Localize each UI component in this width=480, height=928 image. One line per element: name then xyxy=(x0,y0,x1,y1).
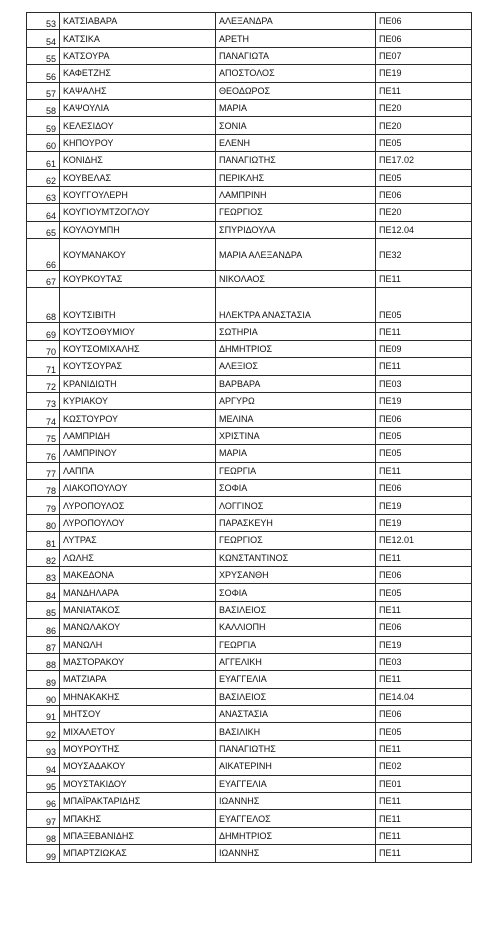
first-name-cell: ΑΛΕΞΙΟΣ xyxy=(216,358,376,375)
first-name-cell: ΜΕΛΙΝΑ xyxy=(216,410,376,427)
first-name-cell: ΑΡΓΥΡΩ xyxy=(216,393,376,410)
row-number-cell: 71 xyxy=(27,358,60,375)
surname-cell: ΚΑΤΣΟΥΡΑ xyxy=(60,47,216,64)
table-row xyxy=(27,410,472,427)
specialty-code-cell: ΠΕ17.02 xyxy=(376,152,472,169)
surname-cell: ΚΟΥΓΓΟΥΛΕΡΗ xyxy=(60,186,216,203)
row-number-cell: 97 xyxy=(27,810,60,827)
surname-cell: ΚΑΨΑΛΗΣ xyxy=(60,82,216,99)
row-number-cell: 76 xyxy=(27,445,60,462)
specialty-code-cell: ΠΕ11 xyxy=(376,549,472,566)
first-name-cell: ΠΑΝΑΓΙΩΤΗΣ xyxy=(216,740,376,757)
surname-cell: ΛΑΜΠΡΙΝΟΥ xyxy=(60,445,216,462)
specialty-code-cell: ΠΕ11 xyxy=(376,793,472,810)
first-name-cell: ΙΩΑΝΝΗΣ xyxy=(216,845,376,862)
row-number-cell: 57 xyxy=(27,82,60,99)
specialty-code-cell: ΠΕ11 xyxy=(376,358,472,375)
row-number-cell: 85 xyxy=(27,601,60,618)
row-number-cell: 79 xyxy=(27,497,60,514)
table-row xyxy=(27,393,472,410)
row-number-cell: 90 xyxy=(27,688,60,705)
surname-cell: ΜΠΑΡΤΖΙΩΚΑΣ xyxy=(60,845,216,862)
first-name-cell: ΠΑΝΑΓΙΩΤΗΣ xyxy=(216,152,376,169)
row-number-cell: 59 xyxy=(27,117,60,134)
surname-cell: ΜΠΑΪΡΑΚΤΑΡΙΔΗΣ xyxy=(60,793,216,810)
first-name-cell: ΔΗΜΗΤΡΙΟΣ xyxy=(216,827,376,844)
table-row xyxy=(27,186,472,203)
table-row xyxy=(27,65,472,82)
row-number-cell: 96 xyxy=(27,793,60,810)
first-name-cell: ΑΓΓΕΛΙΚΗ xyxy=(216,653,376,670)
surname-cell: ΜΑΝΩΛΗ xyxy=(60,636,216,653)
surname-cell: ΛΥΡΟΠΟΥΛΟΣ xyxy=(60,497,216,514)
surname-cell: ΛΙΑΚΟΠΟΥΛΟΥ xyxy=(60,479,216,496)
specialty-code-cell: ΠΕ20 xyxy=(376,99,472,116)
first-name-cell: ΝΙΚΟΛΑΟΣ xyxy=(216,271,376,288)
table-row xyxy=(27,688,472,705)
table-row xyxy=(27,706,472,723)
row-number-cell: 64 xyxy=(27,204,60,221)
first-name-cell: ΜΑΡΙΑ xyxy=(216,445,376,462)
row-number-cell: 78 xyxy=(27,479,60,496)
specialty-code-cell: ΠΕ20 xyxy=(376,117,472,134)
row-number-cell: 99 xyxy=(27,845,60,862)
first-name-cell: ΜΑΡΙΑ xyxy=(216,99,376,116)
surname-cell: ΜΠΑΚΗΣ xyxy=(60,810,216,827)
surname-cell: ΜΑΝΔΗΛΑΡΑ xyxy=(60,584,216,601)
first-name-cell: ΕΥΑΓΓΕΛΙΑ xyxy=(216,775,376,792)
specialty-code-cell: ΠΕ11 xyxy=(376,271,472,288)
surname-cell: ΚΟΥΤΣΟΘΥΜΙΟΥ xyxy=(60,323,216,340)
first-name-cell: ΠΑΡΑΣΚΕΥΗ xyxy=(216,514,376,531)
table-row xyxy=(27,845,472,862)
first-name-cell: ΙΩΑΝΝΗΣ xyxy=(216,793,376,810)
surname-cell: ΜΟΥΣΑΔΑΚΟΥ xyxy=(60,758,216,775)
surname-cell: ΜΠΑΞΕΒΑΝΙΔΗΣ xyxy=(60,827,216,844)
first-name-cell: ΒΑΣΙΛΕΙΟΣ xyxy=(216,688,376,705)
first-name-cell: ΚΑΛΛΙΟΠΗ xyxy=(216,619,376,636)
row-number-cell: 92 xyxy=(27,723,60,740)
first-name-cell: ΕΥΑΓΓΕΛΙΑ xyxy=(216,671,376,688)
specialty-code-cell: ΠΕ06 xyxy=(376,479,472,496)
specialty-code-cell: ΠΕ32 xyxy=(376,239,472,271)
specialty-code-cell: ΠΕ11 xyxy=(376,82,472,99)
first-name-cell: ΣΟΦΙΑ xyxy=(216,479,376,496)
surname-cell: ΛΩΛΗΣ xyxy=(60,549,216,566)
row-number-cell: 67 xyxy=(27,271,60,288)
row-number-cell: 94 xyxy=(27,758,60,775)
first-name-cell: ΣΟΝΙΑ xyxy=(216,117,376,134)
row-number-cell: 81 xyxy=(27,532,60,549)
surname-cell: ΚΟΥΤΣΟΥΡΑΣ xyxy=(60,358,216,375)
surname-cell: ΜΗΤΣΟΥ xyxy=(60,706,216,723)
specialty-code-cell: ΠΕ06 xyxy=(376,410,472,427)
table-row xyxy=(27,47,472,64)
first-name-cell: ΗΛΕΚΤΡΑ ΑΝΑΣΤΑΣΙΑ xyxy=(216,288,376,323)
surname-cell: ΚΟΥΤΣΟΜΙΧΑΛΗΣ xyxy=(60,340,216,357)
row-number-cell: 74 xyxy=(27,410,60,427)
row-number-cell: 91 xyxy=(27,706,60,723)
row-number-cell: 61 xyxy=(27,152,60,169)
surname-cell: ΚΟΥΒΕΛΑΣ xyxy=(60,169,216,186)
row-number-cell: 77 xyxy=(27,462,60,479)
specialty-code-cell: ΠΕ11 xyxy=(376,740,472,757)
row-number-cell: 58 xyxy=(27,99,60,116)
specialty-code-cell: ΠΕ14.04 xyxy=(376,688,472,705)
first-name-cell: ΑΡΕΤΗ xyxy=(216,30,376,47)
table-row xyxy=(27,462,472,479)
table-row xyxy=(27,775,472,792)
specialty-code-cell: ΠΕ11 xyxy=(376,845,472,862)
table-row xyxy=(27,323,472,340)
row-number-cell: 82 xyxy=(27,549,60,566)
specialty-code-cell: ΠΕ05 xyxy=(376,169,472,186)
row-number-cell: 98 xyxy=(27,827,60,844)
surname-cell: ΚΑΤΣΙΑΒΑΡΑ xyxy=(60,13,216,30)
specialty-code-cell: ΠΕ07 xyxy=(376,47,472,64)
surname-cell: ΜΟΥΡΟΥΤΗΣ xyxy=(60,740,216,757)
surname-cell: ΜΑΝΩΛΑΚΟΥ xyxy=(60,619,216,636)
row-number-cell: 53 xyxy=(27,13,60,30)
surname-cell: ΚΟΥΛΟΥΜΠΗ xyxy=(60,221,216,238)
table-row xyxy=(27,497,472,514)
first-name-cell: ΑΛΕΞΑΝΔΡΑ xyxy=(216,13,376,30)
table-row xyxy=(27,758,472,775)
first-name-cell: ΓΕΩΡΓΙΑ xyxy=(216,636,376,653)
specialty-code-cell: ΠΕ11 xyxy=(376,827,472,844)
specialty-code-cell: ΠΕ19 xyxy=(376,497,472,514)
row-number-cell: 83 xyxy=(27,566,60,583)
specialty-code-cell: ΠΕ19 xyxy=(376,393,472,410)
row-number-cell: 60 xyxy=(27,134,60,151)
table-row xyxy=(27,427,472,444)
surname-cell: ΛΑΜΠΡΙΔΗ xyxy=(60,427,216,444)
surname-cell: ΚΗΠΟΥΡΟΥ xyxy=(60,134,216,151)
specialty-code-cell: ΠΕ11 xyxy=(376,323,472,340)
first-name-cell: ΓΕΩΡΓΙΟΣ xyxy=(216,532,376,549)
surname-cell: ΜΑΚΕΔΟΝΑ xyxy=(60,566,216,583)
surname-cell: ΜΑΤΖΙΑΡΑ xyxy=(60,671,216,688)
table-row xyxy=(27,358,472,375)
table-row xyxy=(27,169,472,186)
specialty-code-cell: ΠΕ01 xyxy=(376,775,472,792)
surname-cell: ΚΟΥΓΙΟΥΜΤΖΟΓΛΟΥ xyxy=(60,204,216,221)
first-name-cell: ΑΝΑΣΤΑΣΙΑ xyxy=(216,706,376,723)
row-number-cell: 63 xyxy=(27,186,60,203)
table-row xyxy=(27,82,472,99)
table-row xyxy=(27,30,472,47)
roster-body xyxy=(27,13,472,863)
table-row xyxy=(27,221,472,238)
specialty-code-cell: ΠΕ06 xyxy=(376,619,472,636)
row-number-cell: 75 xyxy=(27,427,60,444)
first-name-cell: ΚΩΝΣΤΑΝΤΙΝΟΣ xyxy=(216,549,376,566)
surname-cell: ΚΑΨΟΥΛΙΑ xyxy=(60,99,216,116)
specialty-code-cell: ΠΕ06 xyxy=(376,186,472,203)
row-number-cell: 72 xyxy=(27,375,60,392)
first-name-cell: ΛΟΓΓΙΝΟΣ xyxy=(216,497,376,514)
first-name-cell: ΠΕΡΙΚΛΗΣ xyxy=(216,169,376,186)
row-number-cell: 89 xyxy=(27,671,60,688)
surname-cell: ΚΟΝΙΔΗΣ xyxy=(60,152,216,169)
specialty-code-cell: ΠΕ19 xyxy=(376,65,472,82)
specialty-code-cell: ΠΕ03 xyxy=(376,375,472,392)
surname-cell: ΚΕΛΕΣΙΔΟΥ xyxy=(60,117,216,134)
surname-cell: ΜΗΝΑΚΑΚΗΣ xyxy=(60,688,216,705)
row-number-cell: 69 xyxy=(27,323,60,340)
first-name-cell: ΓΕΩΡΓΙΟΣ xyxy=(216,204,376,221)
specialty-code-cell: ΠΕ05 xyxy=(376,427,472,444)
row-number-cell: 86 xyxy=(27,619,60,636)
surname-cell: ΚΡΑΝΙΔΙΩΤΗ xyxy=(60,375,216,392)
row-number-cell: 66 xyxy=(27,239,60,271)
first-name-cell: ΠΑΝΑΓΙΩΤΑ xyxy=(216,47,376,64)
row-number-cell: 87 xyxy=(27,636,60,653)
row-number-cell: 68 xyxy=(27,288,60,323)
table-row xyxy=(27,152,472,169)
row-number-cell: 95 xyxy=(27,775,60,792)
surname-cell: ΛΑΠΠΑ xyxy=(60,462,216,479)
first-name-cell: ΕΛΕΝΗ xyxy=(216,134,376,151)
table-row xyxy=(27,723,472,740)
row-number-cell: 88 xyxy=(27,653,60,670)
table-row xyxy=(27,514,472,531)
first-name-cell: ΣΟΦΙΑ xyxy=(216,584,376,601)
table-row xyxy=(27,793,472,810)
first-name-cell: ΒΑΣΙΛΕΙΟΣ xyxy=(216,601,376,618)
surname-cell: ΛΥΡΟΠΟΥΛΟΥ xyxy=(60,514,216,531)
surname-cell: ΜΑΝΙΑΤΑΚΟΣ xyxy=(60,601,216,618)
specialty-code-cell: ΠΕ06 xyxy=(376,13,472,30)
table-row xyxy=(27,288,472,323)
first-name-cell: ΜΑΡΙΑ ΑΛΕΞΑΝΔΡΑ xyxy=(216,239,376,271)
surname-cell: ΚΟΥΤΣΙΒΙΤΗ xyxy=(60,288,216,323)
surname-cell: ΚΑΤΣΙΚΑ xyxy=(60,30,216,47)
specialty-code-cell: ΠΕ06 xyxy=(376,566,472,583)
row-number-cell: 55 xyxy=(27,47,60,64)
first-name-cell: ΒΑΡΒΑΡΑ xyxy=(216,375,376,392)
surname-cell: ΚΑΦΕΤΖΗΣ xyxy=(60,65,216,82)
specialty-code-cell: ΠΕ02 xyxy=(376,758,472,775)
table-row xyxy=(27,584,472,601)
table-row xyxy=(27,340,472,357)
first-name-cell: ΣΠΥΡΙΔΟΥΛΑ xyxy=(216,221,376,238)
surname-cell: ΜΙΧΑΛΕΤΟΥ xyxy=(60,723,216,740)
table-row xyxy=(27,99,472,116)
table-row xyxy=(27,271,472,288)
table-row xyxy=(27,117,472,134)
surname-cell: ΚΥΡΙΑΚΟΥ xyxy=(60,393,216,410)
surname-cell: ΛΥΤΡΑΣ xyxy=(60,532,216,549)
specialty-code-cell: ΠΕ05 xyxy=(376,288,472,323)
specialty-code-cell: ΠΕ05 xyxy=(376,584,472,601)
table-row xyxy=(27,740,472,757)
row-number-cell: 84 xyxy=(27,584,60,601)
table-row xyxy=(27,671,472,688)
table-row xyxy=(27,13,472,30)
first-name-cell: ΑΙΚΑΤΕΡΙΝΗ xyxy=(216,758,376,775)
specialty-code-cell: ΠΕ09 xyxy=(376,340,472,357)
table-row xyxy=(27,134,472,151)
specialty-code-cell: ΠΕ05 xyxy=(376,445,472,462)
first-name-cell: ΑΠΟΣΤΟΛΟΣ xyxy=(216,65,376,82)
surname-cell: ΜΟΥΣΤΑΚΙΔΟΥ xyxy=(60,775,216,792)
table-row xyxy=(27,601,472,618)
surname-cell: ΜΑΣΤΟΡΑΚΟΥ xyxy=(60,653,216,670)
table-row xyxy=(27,204,472,221)
row-number-cell: 62 xyxy=(27,169,60,186)
table-row xyxy=(27,566,472,583)
table-row xyxy=(27,532,472,549)
table-row xyxy=(27,827,472,844)
specialty-code-cell: ΠΕ11 xyxy=(376,462,472,479)
specialty-code-cell: ΠΕ19 xyxy=(376,514,472,531)
roster-table xyxy=(26,12,472,863)
specialty-code-cell: ΠΕ11 xyxy=(376,810,472,827)
first-name-cell: ΕΥΑΓΓΕΛΟΣ xyxy=(216,810,376,827)
first-name-cell: ΓΕΩΡΓΙΑ xyxy=(216,462,376,479)
table-row xyxy=(27,239,472,271)
surname-cell: ΚΟΥΜΑΝΑΚΟΥ xyxy=(60,239,216,271)
specialty-code-cell: ΠΕ05 xyxy=(376,134,472,151)
specialty-code-cell: ΠΕ11 xyxy=(376,671,472,688)
first-name-cell: ΛΑΜΠΡΙΝΗ xyxy=(216,186,376,203)
specialty-code-cell: ΠΕ11 xyxy=(376,601,472,618)
specialty-code-cell: ΠΕ03 xyxy=(376,653,472,670)
specialty-code-cell: ΠΕ12.01 xyxy=(376,532,472,549)
table-row xyxy=(27,653,472,670)
specialty-code-cell: ΠΕ12.04 xyxy=(376,221,472,238)
row-number-cell: 93 xyxy=(27,740,60,757)
row-number-cell: 80 xyxy=(27,514,60,531)
surname-cell: ΚΩΣΤΟΥΡΟΥ xyxy=(60,410,216,427)
table-row xyxy=(27,810,472,827)
table-row xyxy=(27,549,472,566)
first-name-cell: ΔΗΜΗΤΡΙΟΣ xyxy=(216,340,376,357)
specialty-code-cell: ΠΕ19 xyxy=(376,636,472,653)
surname-cell: ΚΟΥΡΚΟΥΤΑΣ xyxy=(60,271,216,288)
table-row xyxy=(27,479,472,496)
first-name-cell: ΧΡΥΣΑΝΘΗ xyxy=(216,566,376,583)
first-name-cell: ΒΑΣΙΛΙΚΗ xyxy=(216,723,376,740)
table-row xyxy=(27,619,472,636)
specialty-code-cell: ΠΕ05 xyxy=(376,723,472,740)
table-row xyxy=(27,375,472,392)
row-number-cell: 65 xyxy=(27,221,60,238)
specialty-code-cell: ΠΕ06 xyxy=(376,706,472,723)
first-name-cell: ΘΕΟΔΩΡΟΣ xyxy=(216,82,376,99)
table-row xyxy=(27,445,472,462)
specialty-code-cell: ΠΕ20 xyxy=(376,204,472,221)
row-number-cell: 70 xyxy=(27,340,60,357)
first-name-cell: ΣΩΤΗΡΙΑ xyxy=(216,323,376,340)
row-number-cell: 54 xyxy=(27,30,60,47)
row-number-cell: 73 xyxy=(27,393,60,410)
first-name-cell: ΧΡΙΣΤΙΝΑ xyxy=(216,427,376,444)
specialty-code-cell: ΠΕ06 xyxy=(376,30,472,47)
table-row xyxy=(27,636,472,653)
row-number-cell: 56 xyxy=(27,65,60,82)
